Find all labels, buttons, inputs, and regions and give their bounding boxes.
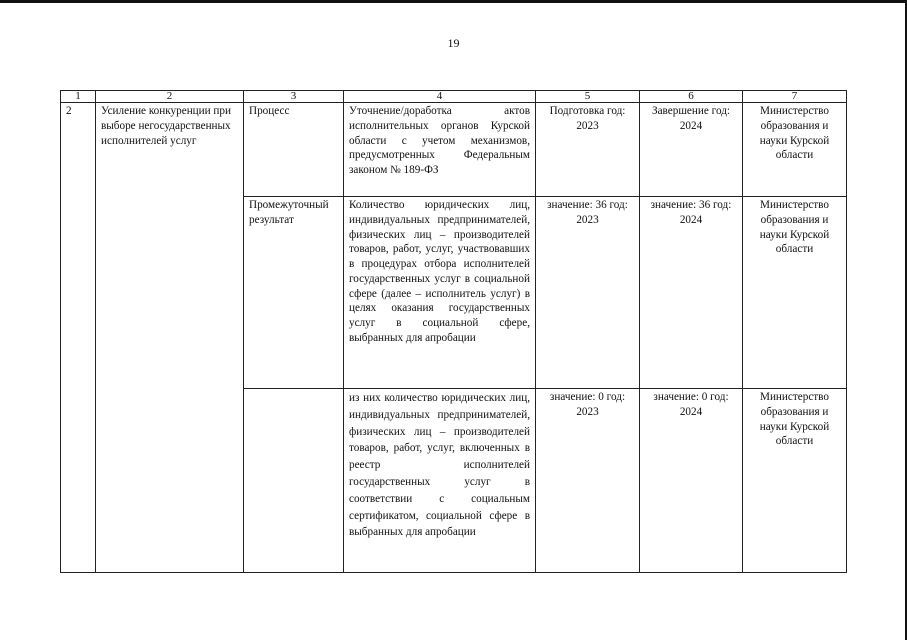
end-cell: Завершение год: 2024 xyxy=(640,103,743,197)
responsible-cell: Министерство образования и науки Курской области xyxy=(743,197,847,389)
responsible-cell: Министерство образования и науки Курской области xyxy=(743,103,847,197)
task-cell: Усиление конкуренции при выборе негосударственных исполнителей услуг xyxy=(96,103,244,573)
start-cell: значение: 36 год: 2023 xyxy=(536,197,640,389)
column-number: 2 xyxy=(96,91,244,103)
type-cell: Процесс xyxy=(244,103,344,197)
responsible-cell: Министерство образования и науки Курской области xyxy=(743,389,847,573)
measures-table xyxy=(60,90,847,573)
column-number: 6 xyxy=(640,91,743,103)
column-number: 3 xyxy=(244,91,344,103)
start-cell: Подготовка год: 2023 xyxy=(536,103,640,197)
type-cell xyxy=(244,389,344,573)
type-cell: Промежуточный результат xyxy=(244,197,344,389)
column-number: 5 xyxy=(536,91,640,103)
start-cell: значение: 0 год: 2023 xyxy=(536,389,640,573)
table-row xyxy=(61,103,847,197)
column-number: 1 xyxy=(61,91,96,103)
scan-top-edge xyxy=(0,0,907,3)
description-cell: из них количество юридических лиц, индивидуальных предпринимателей, физических лиц – производителей товаров, работ, услуг, включенных в реестр исполнителей государственных услуг в соответствии с социальным сертификатом, социальной сфере в выбранных для апробации xyxy=(344,389,536,573)
end-cell: значение: 0 год: 2024 xyxy=(640,389,743,573)
column-number: 7 xyxy=(743,91,847,103)
page-number: 19 xyxy=(447,36,460,50)
row-number: 2 xyxy=(61,103,96,573)
description-cell: Количество юридических лиц, индивидуальных предпринимателей, физических лиц – производителей товаров, работ, услуг, участвовавших в процедурах отбора исполнителей государственных услуг в социальной сфере (далее – исполнитель услуг) в целях оказания государственных услуг в социальной сфере, выбранных для апробации xyxy=(344,197,536,389)
description-cell: Уточнение/доработка актов исполнительных органов Курской области с учетом механизмов, предусмотренных Федеральным законом № 189-ФЗ xyxy=(344,103,536,197)
column-number: 4 xyxy=(344,91,536,103)
column-number-row xyxy=(61,91,847,103)
end-cell: значение: 36 год: 2024 xyxy=(640,197,743,389)
